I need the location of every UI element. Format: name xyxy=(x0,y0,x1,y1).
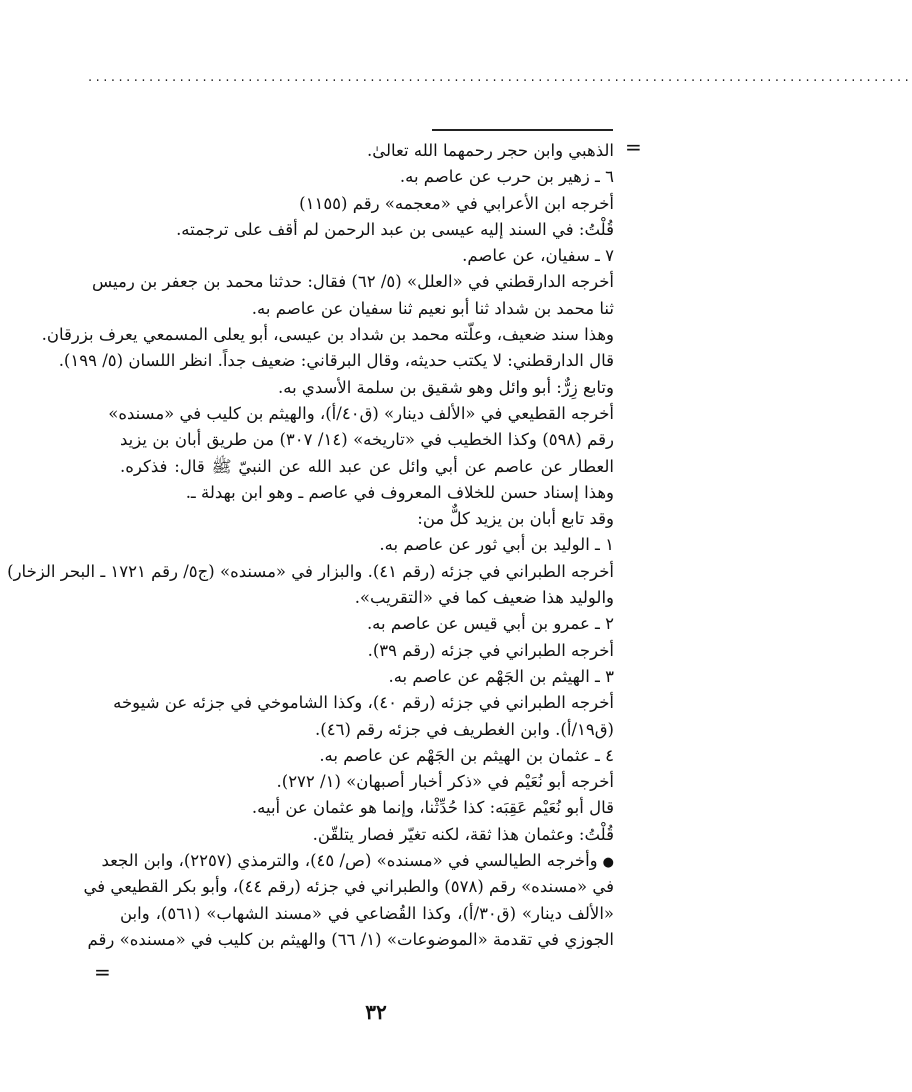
text-line: ٧ ـ سفيان، عن عاصم. xyxy=(462,246,614,266)
continuation-mark-bottom: = xyxy=(94,960,111,984)
text-line: ٤ ـ عثمان بن الهيثم بن الجَهْم عن عاصم به. xyxy=(319,745,614,765)
text-line: وأخرجه الطيالسي في «مسنده» (ص/ ٤٥)، والترمذي (٢٢٥٧)، وابن الجعد xyxy=(101,851,598,871)
footnote-separator-rule xyxy=(432,129,613,131)
text-line: قُلْتُ: في السند إليه عيسى بن عبد الرحمن لم أقف على ترجمته. xyxy=(176,219,614,239)
text-line: وهذا إسناد حسن للخلاف المعروف في عاصم ـ وهو ابن بهدلة ـ. xyxy=(185,482,614,502)
text-line: في «مسنده» رقم (٥٧٨) والطبراني في جزئه (رقم ٤٤)، وأبو بكر القطيعي في xyxy=(83,877,614,897)
text-line: أخرجه أبو نُعَيْم في «ذكر أخبار أصبهان» (١/ ٢٧٢). xyxy=(276,772,614,792)
footnote-text-block xyxy=(7,138,614,953)
text-line: وقد تابع أبان بن يزيد كلٌّ من: xyxy=(417,509,614,529)
text-line: العطار عن عاصم عن أبي وائل عن عبد الله عن النبيّ ﷺ قال: فذكره. xyxy=(120,456,614,476)
text-line: قال أبو نُعَيْم عَقِبَه: كذا حُدِّثْنا، وإنما هو عثمان عن أبيه. xyxy=(251,798,614,818)
text-line: والوليد هذا ضعيف كما في «التقريب». xyxy=(354,588,614,608)
text-line: أخرجه القطيعي في «الألف دينار» (ق٤٠/أ)، والهيثم بن كليب في «مسنده» xyxy=(108,403,614,423)
text-line: أخرجه الدارقطني في «العلل» (٥/ ٦٢) فقال: حدثنا محمد بن جعفر بن رميس xyxy=(92,272,614,292)
text-line: الجوزي في تقدمة «الموضوعات» (١/ ٦٦) والهيثم بن كليب في «مسنده» رقم xyxy=(87,929,614,949)
text-line: ٦ ـ زهير بن حرب عن عاصم به. xyxy=(399,167,614,187)
text-line: وهذا سند ضعيف، وعلّته محمد بن شداد بن عيسى، أبو يعلى المسمعي يعرف بزرقان. xyxy=(41,325,614,345)
continuation-mark-top: = xyxy=(625,135,642,159)
text-line: ٣ ـ الهيثم بن الجَهْم عن عاصم به. xyxy=(388,666,614,686)
text-line: ثنا محمد بن شداد ثنا أبو نعيم ثنا سفيان عن عاصم به. xyxy=(251,298,614,318)
text-line: أخرجه الطبراني في جزئه (رقم ٣٩). xyxy=(367,640,614,660)
header-dotted-rule: ............................................................................................................ xyxy=(88,70,912,85)
text-line: الذهبي وابن حجر رحمهما الله تعالىٰ. xyxy=(367,141,614,160)
text-line: ٢ ـ عمرو بن أبي قيس عن عاصم به. xyxy=(366,614,614,634)
text-line: أخرجه الطبراني في جزئه (رقم ٤٠)، وكذا الشاموخي في جزئه عن شيوخه xyxy=(113,693,614,713)
text-line-bulleted xyxy=(101,848,614,874)
text-line: «الألف دينار» (ق٣٠/أ)، وكذا القُضاعي في «مسند الشهاب» (٥٦١)، وابن xyxy=(120,903,614,923)
text-line: رقم (٥٩٨) وكذا الخطيب في «تاريخه» (١٤/ ٣٠٧) من طريق أبان بن يزيد xyxy=(120,430,614,450)
text-line: قال الدارقطني: لا يكتب حديثه، وقال البرقاني: ضعيف جداً. انظر اللسان (٥/ ١٩٩). xyxy=(58,351,614,371)
text-line: (ق١٩/أ). وابن الغطريف في جزئه رقم (٤٦). xyxy=(315,719,614,739)
text-line: ١ ـ الوليد بن أبي ثور عن عاصم به. xyxy=(379,535,614,555)
text-line: أخرجه ابن الأعرابي في «معجمه» رقم (١١٥٥) xyxy=(299,193,614,213)
text-line: وتابع زِرٌّ: أبو وائل وهو شقيق بن سلمة الأسدي به. xyxy=(277,377,614,397)
bullet-icon: ● xyxy=(602,855,614,871)
page-number: ٣٢ xyxy=(365,1000,387,1024)
text-line: قُلْتُ: وعثمان هذا ثقة، لكنه تغيّر فصار يتلقّن. xyxy=(312,824,614,844)
text-line: أخرجه الطبراني في جزئه (رقم ٤١). والبزار في «مسنده» (ج٥/ رقم ١٧٢١ ـ البحر الزخار) xyxy=(7,561,614,581)
